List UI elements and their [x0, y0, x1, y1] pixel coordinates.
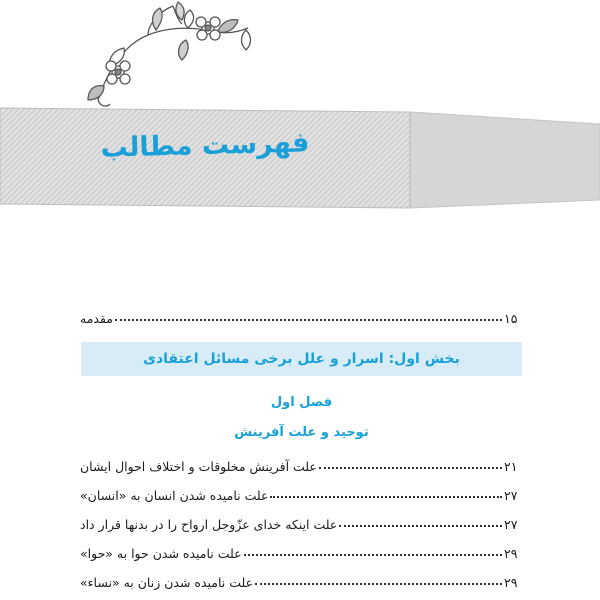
toc-entry[interactable]: [78, 450, 522, 474]
toc-entry-title: علت نامیده شدن زنان به «نساء»: [80, 575, 254, 590]
part-heading-band: [81, 342, 522, 376]
toc-entry[interactable]: [78, 508, 522, 532]
dot-leader: [270, 496, 502, 498]
toc-entry-page: ۱۵: [504, 311, 518, 326]
toc-entry-title: علت اینکه خدای عزّوجل ارواح را در بدنها قرار داد: [80, 517, 338, 532]
dot-leader: [339, 525, 502, 527]
dot-leader: [255, 583, 502, 585]
toc-entry[interactable]: [78, 537, 522, 561]
dot-leader: [244, 554, 502, 556]
toc-entry[interactable]: [78, 566, 522, 590]
toc-entry-page: ۲۷: [504, 488, 518, 503]
toc-entry-page: ۲۹: [504, 575, 518, 590]
toc-entry-title: علت نامیده شدن حوا به «حوا»: [80, 546, 242, 561]
part-heading: بخش اول: اسرار و علل برخی مسائل اعتقادی: [143, 351, 460, 367]
toc-entry-page: ۲۹: [504, 546, 518, 561]
toc-entry-page: ۲۱: [504, 459, 518, 474]
toc-entry-page: ۲۷: [504, 517, 518, 532]
chapter-title: توحید و علت آفرینش: [234, 425, 369, 440]
toc-entry-title: علت آفرینش مخلوقات و اختلاف احوال ایشان: [80, 459, 317, 474]
dot-leader: [115, 319, 502, 321]
dot-leader: [319, 467, 502, 469]
chapter-label: فصل اول: [270, 395, 333, 410]
toc-entry-title: مقدمه: [80, 311, 113, 326]
toc-entry[interactable]: [78, 479, 522, 503]
toc-entry-intro[interactable]: [78, 302, 522, 326]
page-title: فهرست مطالب: [100, 127, 310, 164]
toc-entry-title: علت نامیده شدن انسان به «انسان»: [80, 488, 269, 503]
